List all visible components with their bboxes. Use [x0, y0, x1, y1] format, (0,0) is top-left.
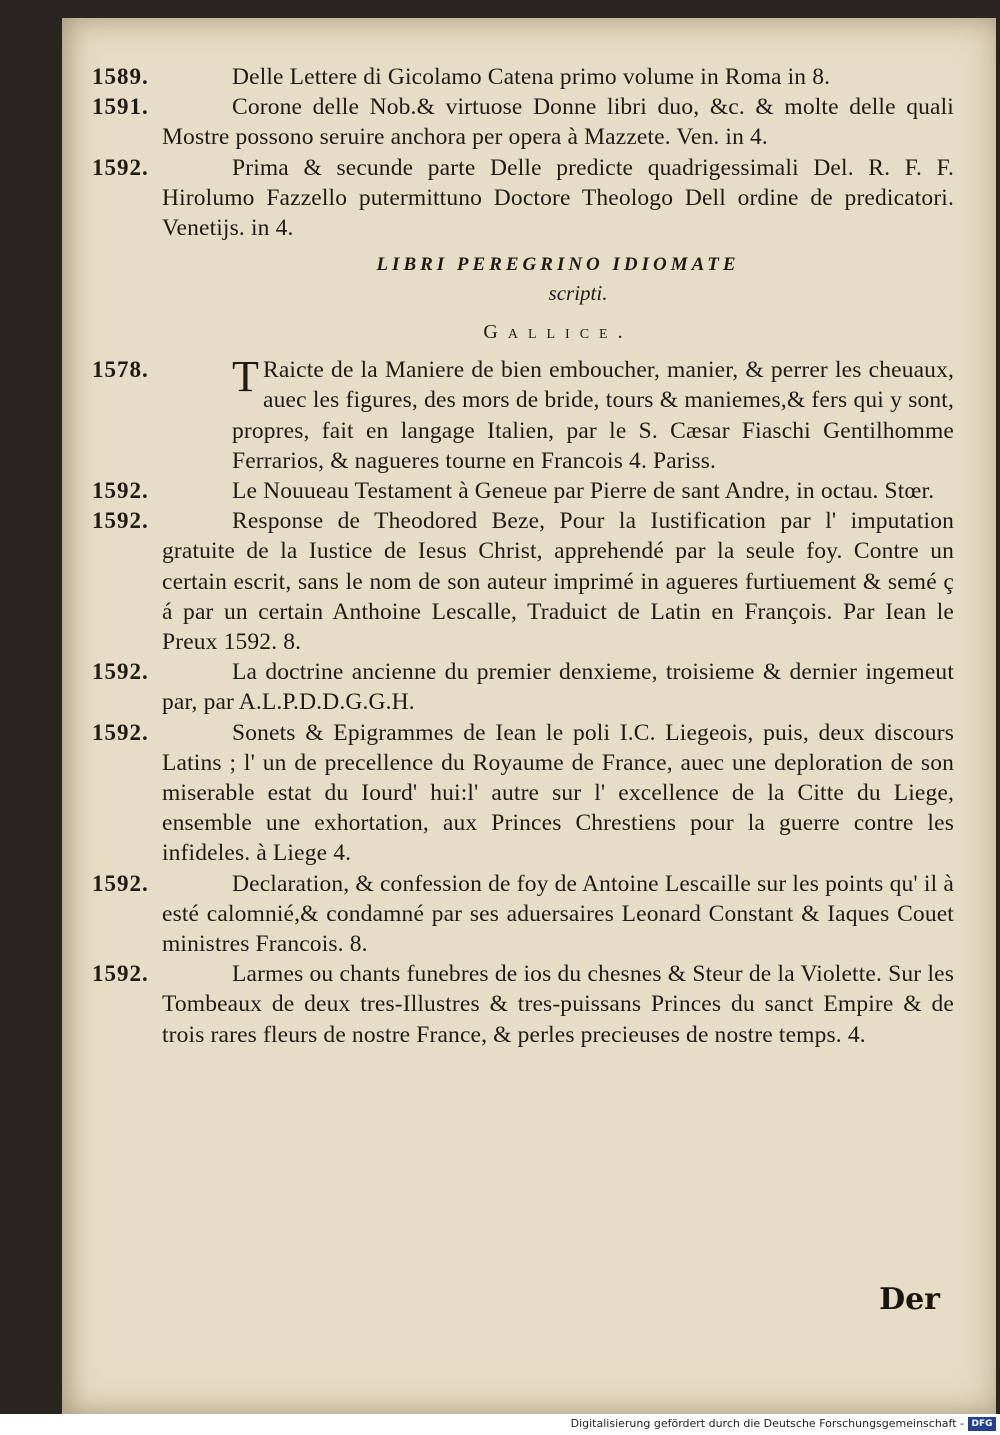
section-heading: LIBRI PEREGRINO IDIOMATE — [376, 254, 740, 276]
entry-year: 1592. — [92, 478, 149, 504]
page-text-block — [92, 62, 954, 1050]
entry-text: Prima & secunde parte Delle predicte quadrigessimali Del. R. F. F. Hirolumo Fazzello putermittuno Doctore Theologo Dell ordine de predicatori. Venetijs. in 4. — [162, 154, 954, 242]
entry-text — [232, 352, 954, 476]
entry-1591 — [92, 92, 954, 152]
entry-text: Corone delle Nob.& virtuose Donne libri duo, &c. & molte delle quali Mostre possono seruire anchora per opera à Mazzete. Ven. in 4. — [162, 94, 954, 151]
footer-credit: Digitalisierung gefördert durch die Deutsche Forschungsgemeinschaft - — [570, 1417, 964, 1430]
entry-text: Delle Lettere di Gicolamo Catena primo volume in Roma in 8. — [232, 64, 831, 90]
catchword: Der — [879, 1282, 940, 1317]
entry-1592-sonets — [92, 718, 954, 869]
entry-1592-fazzello — [92, 153, 954, 244]
entry-text: Larmes ou chants funebres de ios du chesnes & Steur de la Violette. Sur les Tombeaux de deux tres-Illustres & tres-puissans Princes du sanct Empire & de trois rares fleurs de nostre France, & perles precieuses de nostre temps. 4. — [162, 961, 954, 1048]
language-heading: Gallice. — [483, 321, 633, 344]
section-subheading: scripti. — [548, 281, 608, 306]
entry-year: 1592. — [92, 719, 149, 745]
entry-1589 — [92, 62, 954, 92]
entry-1592-declaration — [92, 869, 954, 960]
entry-1592-larmes — [92, 959, 954, 1050]
entry-1578 — [92, 352, 954, 476]
entry-text: Declaration, & confession de foy de Antoine Lescaille sur les points qu' il à esté calomnié,& condamné par ses aduersaires Leonard Constant & Iaques Couet ministres Francois. 8. — [162, 870, 954, 958]
entry-year: 1589. — [92, 64, 149, 89]
book-page — [62, 18, 996, 1414]
entry-year: 1592. — [92, 870, 149, 896]
entry-year: 1592. — [92, 154, 149, 180]
entry-1592-doctrine — [92, 657, 954, 717]
entry-text: La doctrine ancienne du premier denxieme, troisieme & dernier ingemeut par, par A.L.P.D.D.G.G.H. — [162, 659, 954, 716]
entry-year: 1591. — [92, 94, 149, 120]
drop-cap-initial: T — [232, 352, 260, 402]
entry-year: 1592. — [92, 508, 149, 534]
dfg-logo: DFG — [968, 1417, 996, 1431]
entry-text: Sonets & Epigrammes de Iean le poli I.C. Liegeois, puis, deux discours Latins ; l' un de precellence du Royaume de France, auec une deploration de son miserable estat du Iourd' hui:l' autre sur l' excellence de la Citte du Liege, ensemble une exhortation, aux Princes Chrestiens pour la guerre contre les infideles. à Liege 4. — [162, 719, 954, 867]
entry-year: 1592. — [92, 659, 149, 685]
entry-1592-beze — [92, 506, 954, 657]
entry-text-body: Raicte de la Maniere de bien emboucher, manier, & perrer les cheuaux, auec les figures, des mors de bride, tours & maniemes,& fers qui y sont, propres, fait en langage Italien, par le S. Cæsar Fiaschi Gentilhomme Ferrarios, & nagueres tourne en Francois 4. Pariss. — [232, 357, 954, 474]
entry-year: 1578. — [92, 357, 149, 383]
entry-year: 1592. — [92, 961, 149, 987]
entry-text: Le Nouueau Testament à Geneue par Pierre de sant Andre, in octau. Stœr. — [232, 478, 935, 505]
entry-1592-testament — [92, 476, 954, 506]
entry-text: Response de Theodored Beze, Pour la Iustification par l' imputation gratuite de la Iustice de Iesus Christ, apprehendé par la seule foy. Contre un certain escrit, sans le nom de son auteur imprimé in agueres furtiuement & semé ç á par un certain Anthoine Lescalle, Traduict de Latin en François. Par Iean le Preux 1592. 8. — [162, 508, 954, 656]
footer-bar — [0, 1414, 1000, 1435]
